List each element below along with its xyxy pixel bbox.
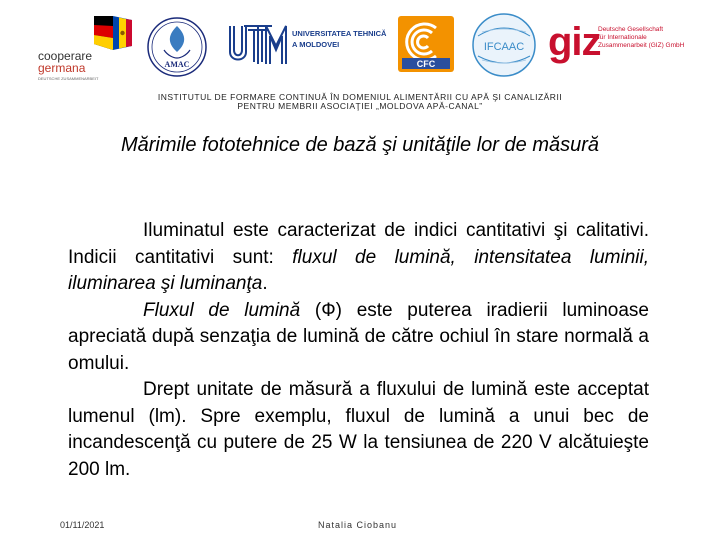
paragraph-1-end: . [262, 273, 268, 294]
utm-logo [226, 20, 396, 70]
paragraph-2-italic: Fluxul de lumină [143, 299, 301, 321]
ifcaac-label: IFCAAC [483, 41, 525, 53]
giz-name-line2: für Internationale [598, 34, 647, 41]
main-text [68, 218, 649, 483]
giz-name [598, 26, 684, 50]
cooperare-text: cooperare [38, 49, 93, 63]
ifcaac-logo [468, 12, 540, 78]
amac-logo [144, 16, 210, 78]
amac-label: AMAC [164, 60, 190, 69]
institute-heading [120, 93, 600, 111]
cfc-emblem-icon [398, 16, 454, 72]
giz-name-line3: Zusammenarbeit (GIZ) GmbH [598, 42, 685, 49]
paragraph-3 [68, 377, 649, 483]
ifcaac-emblem-icon [468, 12, 540, 78]
giz-mark: giz [548, 20, 601, 64]
utm-monogram-icon [226, 22, 290, 68]
logo-bar [0, 0, 720, 90]
utm-name-line1: UNIVERSITATEA TEHNICĂ [292, 29, 387, 38]
cfc-logo [398, 16, 454, 72]
giz-name-line1: Deutsche Gesellschaft [598, 26, 664, 33]
utm-name-line2: A MOLDOVEI [292, 40, 340, 49]
germany-moldova-flags-icon [94, 16, 132, 50]
deutsche-zusammenarbeit-text: DEUTSCHE ZUSAMMENARBEIT [38, 76, 99, 81]
paragraph-2 [68, 298, 649, 378]
page-title: Mărimile fototehnice de bază şi unităţile lor de măsură [120, 134, 600, 156]
institute-line2: PENTRU MEMBRII ASOCIAŢIEI „MOLDOVA APĂ-CANAL” [237, 101, 483, 111]
institute-line1: INSTITUTUL DE FORMARE CONTINUĂ ÎN DOMENIUL ALIMENTĂRII CU APĂ ŞI CANALIZĂRII [157, 92, 563, 102]
paragraph-1 [68, 218, 649, 298]
utm-name [292, 28, 386, 50]
footer-author: Natalia Ciobanu [318, 520, 398, 530]
cfc-label: CFC [416, 59, 436, 69]
paragraph-3-text: Drept unitate de măsură a fluxului de lumină este acceptat lumenul (lm). Spre exemplu, fluxul de lumină a unui bec de incandescenţă cu putere de 25 W la tensiunea de 220 V alcătuieşte 200 lm. [68, 379, 649, 480]
cooperare-germana-logo [36, 16, 132, 81]
paragraph-2-text: (Ф) este puterea iradierii luminoase apreciată după senzaţia de lumină de către ochiul în stare normală a omului. [68, 299, 649, 374]
germana-text: germana [38, 61, 86, 75]
paragraph-1-italic: fluxul de lumină, intensitatea luminii, iluminarea şi luminanţa [68, 246, 649, 294]
giz-logo [548, 20, 710, 64]
paragraph-1-text: Iluminatul este caracterizat de indici cantitativi şi calitativi. Indicii cantitativi sunt: [68, 220, 649, 268]
footer-date: 01/11/2021 [60, 520, 105, 530]
